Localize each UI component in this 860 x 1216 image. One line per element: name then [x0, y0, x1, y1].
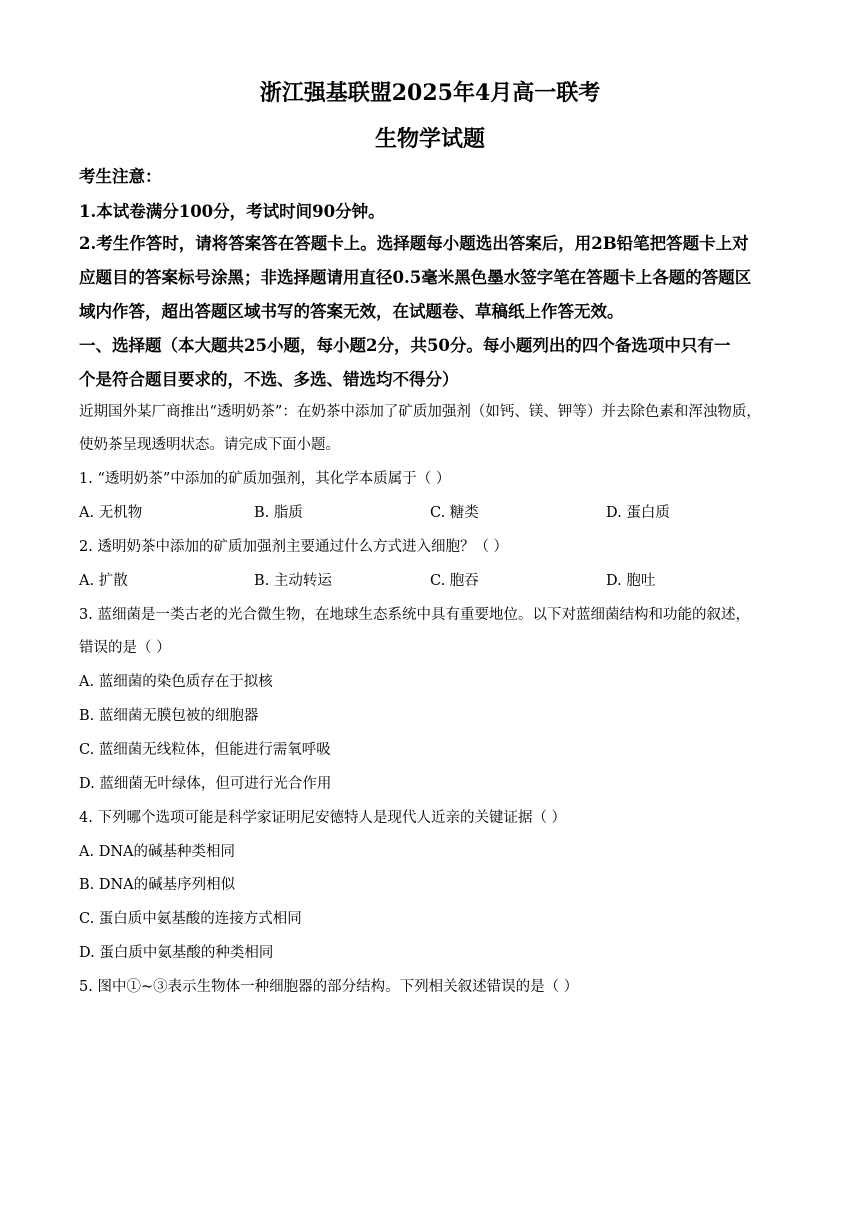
question-2-option-b: B. 主动转运	[254, 573, 332, 589]
question-4-option-d: D. 蛋白质中氨基酸的种类相同	[79, 945, 274, 961]
question-1-stem: 1. “透明奶茶”中添加的矿质加强剂，其化学本质属于（ ）	[79, 471, 451, 487]
question-4-option-c: C. 蛋白质中氨基酸的连接方式相同	[79, 911, 302, 927]
passage-line-2: 使奶茶呈现透明状态。请完成下面小题。	[79, 437, 340, 453]
question-2-option-c: C. 胞吞	[430, 573, 479, 589]
question-3-option-d: D. 蓝细菌无叶绿体，但可进行光合作用	[79, 776, 332, 792]
question-2-stem: 2. 透明奶茶中添加的矿质加强剂主要通过什么方式进入细胞？（ ）	[79, 539, 509, 555]
exam-subtitle: 生物学试题	[374, 126, 485, 152]
exam-title: 浙江强基联盟2025年4月高一联考	[259, 80, 601, 106]
passage-line-1: 近期国外某厂商推出“透明奶茶”：在奶茶中添加了矿质加强剂（如钙、镁、钾等）并去除色素和浑浊物质，	[79, 404, 761, 420]
question-4-option-a: A. DNA的碱基种类相同	[79, 844, 235, 860]
question-3-option-a: A. 蓝细菌的染色质存在于拟核	[79, 674, 273, 690]
notice-item-2-line-1: 2.考生作答时，请将答案答在答题卡上。选择题每小题选出答案后，用2B铅笔把答题卡上对	[79, 234, 749, 253]
question-2-option-a: A. 扩散	[79, 573, 128, 589]
section-1-heading-line-2: 个是符合题目要求的，不选、多选、错选均不得分）	[79, 370, 459, 389]
notice-heading: 考生注意：	[79, 167, 162, 186]
question-2-option-d: D. 胞吐	[606, 573, 656, 589]
question-1-option-d: D. 蛋白质	[606, 505, 670, 521]
notice-item-1: 1.本试卷满分100分，考试时间90分钟。	[79, 202, 385, 221]
question-3-option-b: B. 蓝细菌无膜包被的细胞器	[79, 708, 259, 724]
question-1-option-c: C. 糖类	[430, 505, 479, 521]
notice-item-2-line-3: 域内作答，超出答题区域书写的答案无效，在试题卷、草稿纸上作答无效。	[79, 302, 624, 321]
question-4-stem: 4. 下列哪个选项可能是科学家证明尼安德特人是现代人近亲的关键证据（ ）	[79, 810, 567, 826]
question-1-option-b: B. 脂质	[254, 505, 303, 521]
question-1-option-a: A. 无机物	[79, 505, 143, 521]
notice-item-2-line-2: 应题目的答案标号涂黑；非选择题请用直径0.5毫米黑色墨水签字笔在答题卡上各题的答题区	[79, 268, 752, 287]
question-3-stem-line-2: 错误的是（ ）	[79, 640, 171, 656]
section-1-heading-line-1: 一、选择题（本大题共25小题，每小题2分，共50分。每小题列出的四个备选项中只有一	[79, 336, 731, 355]
question-4-option-b: B. DNA的碱基序列相似	[79, 877, 236, 893]
question-3-stem-line-1: 3. 蓝细菌是一类古老的光合微生物，在地球生态系统中具有重要地位。以下对蓝细菌结构和功能的叙述，	[79, 607, 750, 623]
question-3-option-c: C. 蓝细菌无线粒体，但能进行需氧呼吸	[79, 742, 331, 758]
question-5-stem: 5. 图中①~③表示生物体一种细胞器的部分结构。下列相关叙述错误的是（ ）	[79, 979, 579, 995]
